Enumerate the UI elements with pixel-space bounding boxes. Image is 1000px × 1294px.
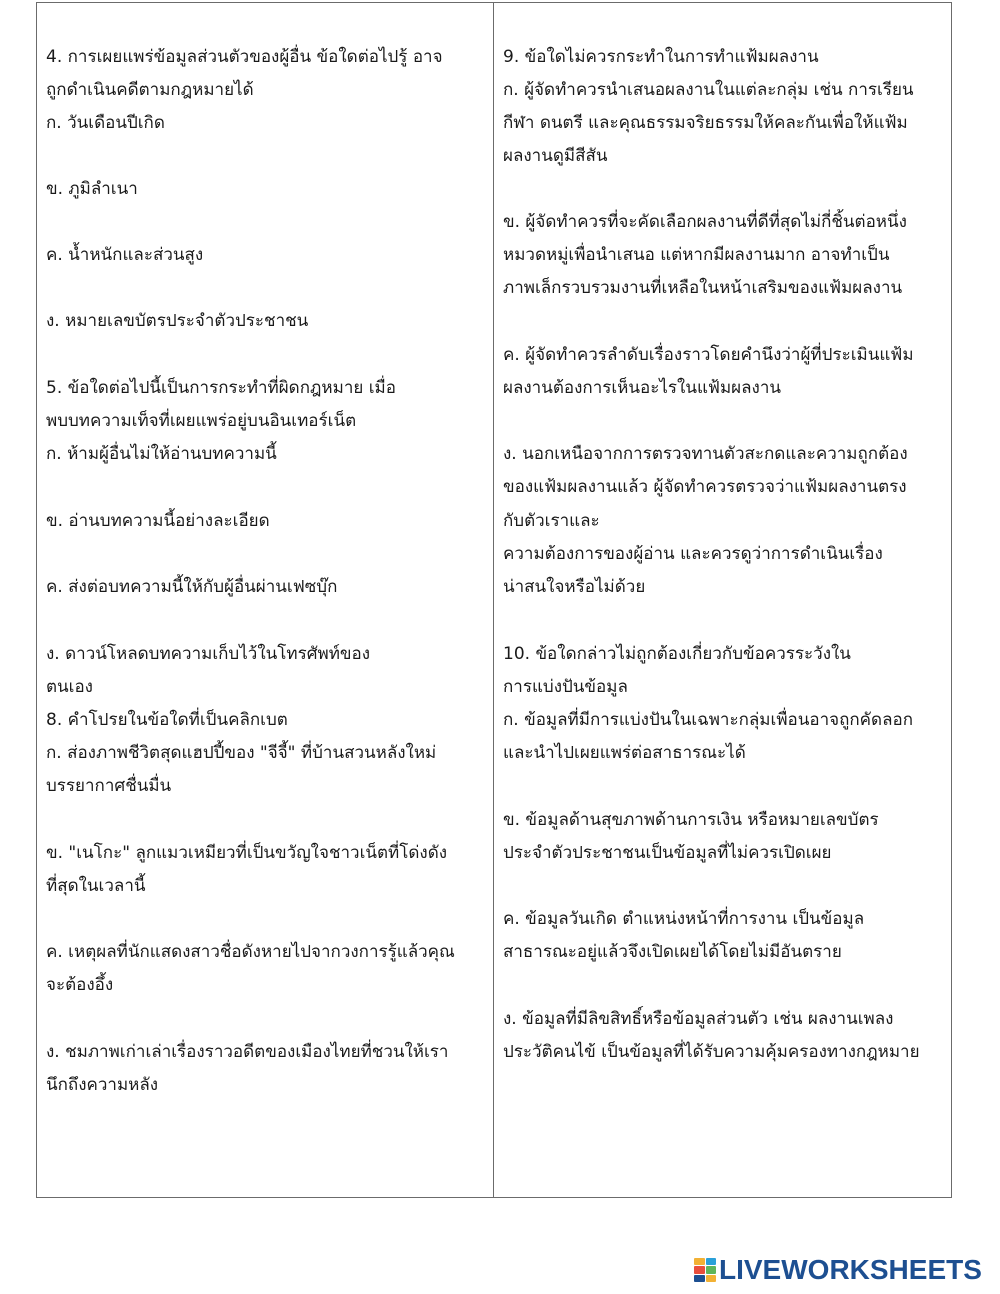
liveworksheets-logo-icon [694, 1258, 716, 1282]
q9-option-a-line-1: ก. ผู้จัดทำควรนำเสนอผลงานในแต่ละกลุ่ม เช่น การเรียน [503, 80, 914, 100]
logo-block-icon [694, 1275, 705, 1282]
q10-option-a-line-2: และนำไปเผยแพร่ต่อสาธารณะได้ [503, 743, 746, 763]
q9-option-b-line-1: ข. ผู้จัดทำควรที่จะคัดเลือกผลงานที่ดีที่สุดไม่กี่ชิ้นต่อหนึ่ง [503, 212, 907, 232]
q8-option-d-line-1: ง. ชมภาพเก่าเล่าเรื่องราวอดีตของเมืองไทยที่ชวนให้เรา [46, 1042, 449, 1062]
logo-block-icon [706, 1266, 717, 1273]
right-column [494, 3, 951, 1197]
q10-line-1: 10. ข้อใดกล่าวไม่ถูกต้องเกี่ยวกับข้อควรระวังใน [503, 644, 851, 664]
q8-option-c-line-2: จะต้องอึ้ง [46, 975, 114, 995]
q5-option-d-line-2: ตนเอง [46, 677, 93, 697]
q8-option-b-line-1: ข. "เนโกะ" ลูกแมวเหมียวที่เป็นขวัญใจชาวเน็ตที่โด่งดัง [46, 843, 448, 863]
q4-option-d: ง. หมายเลขบัตรประจำตัวประชาชน [46, 311, 309, 331]
left-column [37, 3, 494, 1197]
q9-option-b-line-2: หมวดหมู่เพื่อนำเสนอ แต่หากมีผลงานมาก อาจทำเป็น [503, 245, 890, 265]
q5-option-a: ก. ห้ามผู้อื่นไม่ให้อ่านบทความนี้ [46, 444, 277, 464]
q8-option-a-line-1: ก. ส่องภาพชีวิตสุดแฮปปี้ของ "จีจี้" ที่บ้านสวนหลังใหม่ [46, 743, 437, 763]
q9-option-c-line-2: ผลงานต้องการเห็นอะไรในแฟ้มผลงาน [503, 378, 781, 398]
q4-option-b: ข. ภูมิลำเนา [46, 179, 138, 199]
q9-option-d-line-5: น่าสนใจหรือไม่ด้วย [503, 577, 646, 597]
q10-option-b-line-2: ประจำตัวประชาชนเป็นข้อมูลที่ไม่ควรเปิดเผย [503, 843, 832, 863]
q9-option-d-line-1: ง. นอกเหนือจากการตรวจทานตัวสะกดและความถูกต้อง [503, 444, 908, 464]
q8-option-c-line-1: ค. เหตุผลที่นักแสดงสาวชื่อดังหายไปจากวงการรู้แล้วคุณ [46, 942, 455, 962]
logo-block-icon [706, 1258, 717, 1265]
q4-option-a: ก. วันเดือนปีเกิด [46, 113, 165, 133]
q9-option-a-line-2: กีฬา ดนตรี และคุณธรรมจริยธรรมให้คละกันเพื่อให้แฟ้ม [503, 113, 908, 133]
q5-option-c: ค. ส่งต่อบทความนี้ให้กับผู้อื่นผ่านเฟซบุ๊ก [46, 577, 338, 597]
brand-name: LIVEWORKSHEETS [719, 1254, 982, 1285]
q9-option-d-line-4: ความต้องการของผู้อ่าน และควรดูว่าการดำเนินเรื่อง [503, 544, 883, 564]
q8-option-a-line-2: บรรยากาศชื่นมื่น [46, 776, 172, 796]
liveworksheets-brand [694, 1254, 982, 1286]
worksheet-table [36, 2, 952, 1198]
q4-line-1: 4. การเผยแพร่ข้อมูลส่วนตัวของผู้อื่น ข้อใดต่อไปรู้ อาจ [46, 47, 443, 67]
q9-option-c-line-1: ค. ผู้จัดทำควรลำดับเรื่องราวโดยคำนึงว่าผู้ที่ประเมินแฟ้ม [503, 345, 914, 365]
q9-option-b-line-3: ภาพเล็กรวบรวมงานที่เหลือในหน้าเสริมของแฟ้มผลงาน [503, 278, 903, 298]
q10-option-d-line-2: ประวัติคนไข้ เป็นข้อมูลที่ได้รับความคุ้มครองทางกฎหมาย [503, 1042, 920, 1062]
q10-option-c-line-1: ค. ข้อมูลวันเกิด ตำแหน่งหน้าที่การงาน เป็นข้อมูล [503, 909, 865, 929]
q8-option-b-line-2: ที่สุดในเวลานี้ [46, 876, 146, 896]
q5-option-d-line-1: ง. ดาวน์โหลดบทความเก็บไว้ในโทรศัพท์ของ [46, 644, 371, 664]
q10-line-2: การแบ่งปันข้อมูล [503, 677, 628, 697]
q10-option-d-line-1: ง. ข้อมูลที่มีลิขสิทธิ์หรือข้อมูลส่วนตัว เช่น ผลงานเพลง [503, 1009, 894, 1029]
q4-option-c: ค. น้ำหนักและส่วนสูง [46, 245, 204, 265]
logo-block-icon [694, 1258, 705, 1265]
logo-block-icon [694, 1266, 705, 1273]
q5-line-1: 5. ข้อใดต่อไปนี้เป็นการกระทำที่ผิดกฎหมาย เมื่อ [46, 378, 396, 398]
q9-option-a-line-3: ผลงานดูมีสีสัน [503, 146, 608, 166]
q8-option-d-line-2: นึกถึงความหลัง [46, 1075, 159, 1095]
q9-line-1: 9. ข้อใดไม่ควรกระทำในการทำแฟ้มผลงาน [503, 47, 819, 67]
q4-line-2: ถูกดำเนินคดีตามกฎหมายได้ [46, 80, 254, 100]
q5-option-b: ข. อ่านบทความนี้อย่างละเอียด [46, 511, 270, 531]
q5-line-2: พบบทความเท็จที่เผยแพร่อยู่บนอินเทอร์เน็ต [46, 411, 357, 431]
q9-option-d-line-3: กับตัวเราและ [503, 511, 600, 531]
q9-option-d-line-2: ของแฟ้มผลงานแล้ว ผู้จัดทำควรตรวจว่าแฟ้มผลงานตรง [503, 477, 907, 497]
q8-line-1: 8. คำโปรยในข้อใดที่เป็นคลิกเบต [46, 710, 288, 730]
q10-option-b-line-1: ข. ข้อมูลด้านสุขภาพด้านการเงิน หรือหมายเลขบัตร [503, 810, 879, 830]
logo-block-icon [706, 1275, 717, 1282]
q10-option-a-line-1: ก. ข้อมูลที่มีการแบ่งปันในเฉพาะกลุ่มเพื่อนอาจถูกคัดลอก [503, 710, 913, 730]
q10-option-c-line-2: สาธารณะอยู่แล้วจึงเปิดเผยได้โดยไม่มีอันตราย [503, 942, 842, 962]
